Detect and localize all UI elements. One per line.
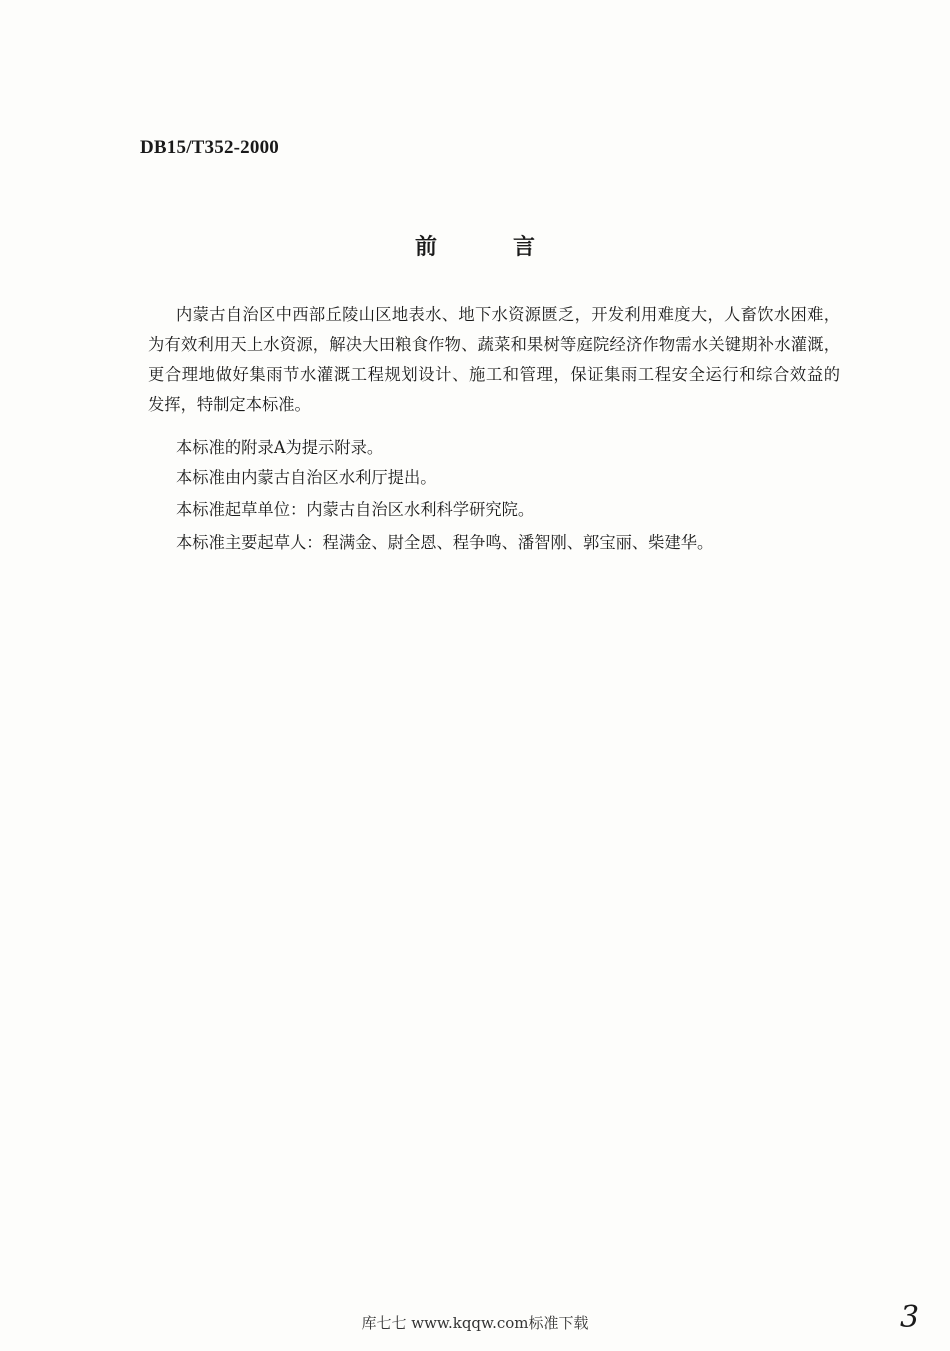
footer-watermark: 库七七 www.kqqw.com标准下载 <box>361 1314 589 1332</box>
proposer-statement: 本标准由内蒙古自治区水利厅提出。 <box>176 468 437 487</box>
drafting-unit-statement: 本标准起草单位：内蒙古自治区水利科学研究院。 <box>176 500 535 519</box>
paragraph-line: 发挥，特制定本标准。 <box>148 395 311 414</box>
paragraph-line: 更合理地做好集雨节水灌溉工程规划设计、施工和管理，保证集雨工程安全运行和综合效益的 <box>148 365 840 384</box>
page-number: 3 <box>900 1300 920 1335</box>
appendix-statement: 本标准的附录A为提示附录。 <box>176 438 384 457</box>
paragraph-line: 为有效利用天上水资源，解决大田粮食作物、蔬菜和果树等庭院经济作物需水关键期补水灌溉， <box>148 335 840 354</box>
section-title <box>0 230 950 261</box>
title-char: 言 <box>513 234 536 260</box>
paragraph-line: 内蒙古自治区中西部丘陵山区地表水、地下水资源匮乏，开发利用难度大，人畜饮水困难， <box>176 305 840 324</box>
title-char: 前 <box>414 234 437 260</box>
intro-paragraph <box>148 300 840 420</box>
standard-code: DB15/T352-2000 <box>140 137 279 158</box>
drafters-statement: 本标准主要起草人：程满金、尉全恩、程争鸣、潘智刚、郭宝丽、柴建华。 <box>176 533 714 552</box>
